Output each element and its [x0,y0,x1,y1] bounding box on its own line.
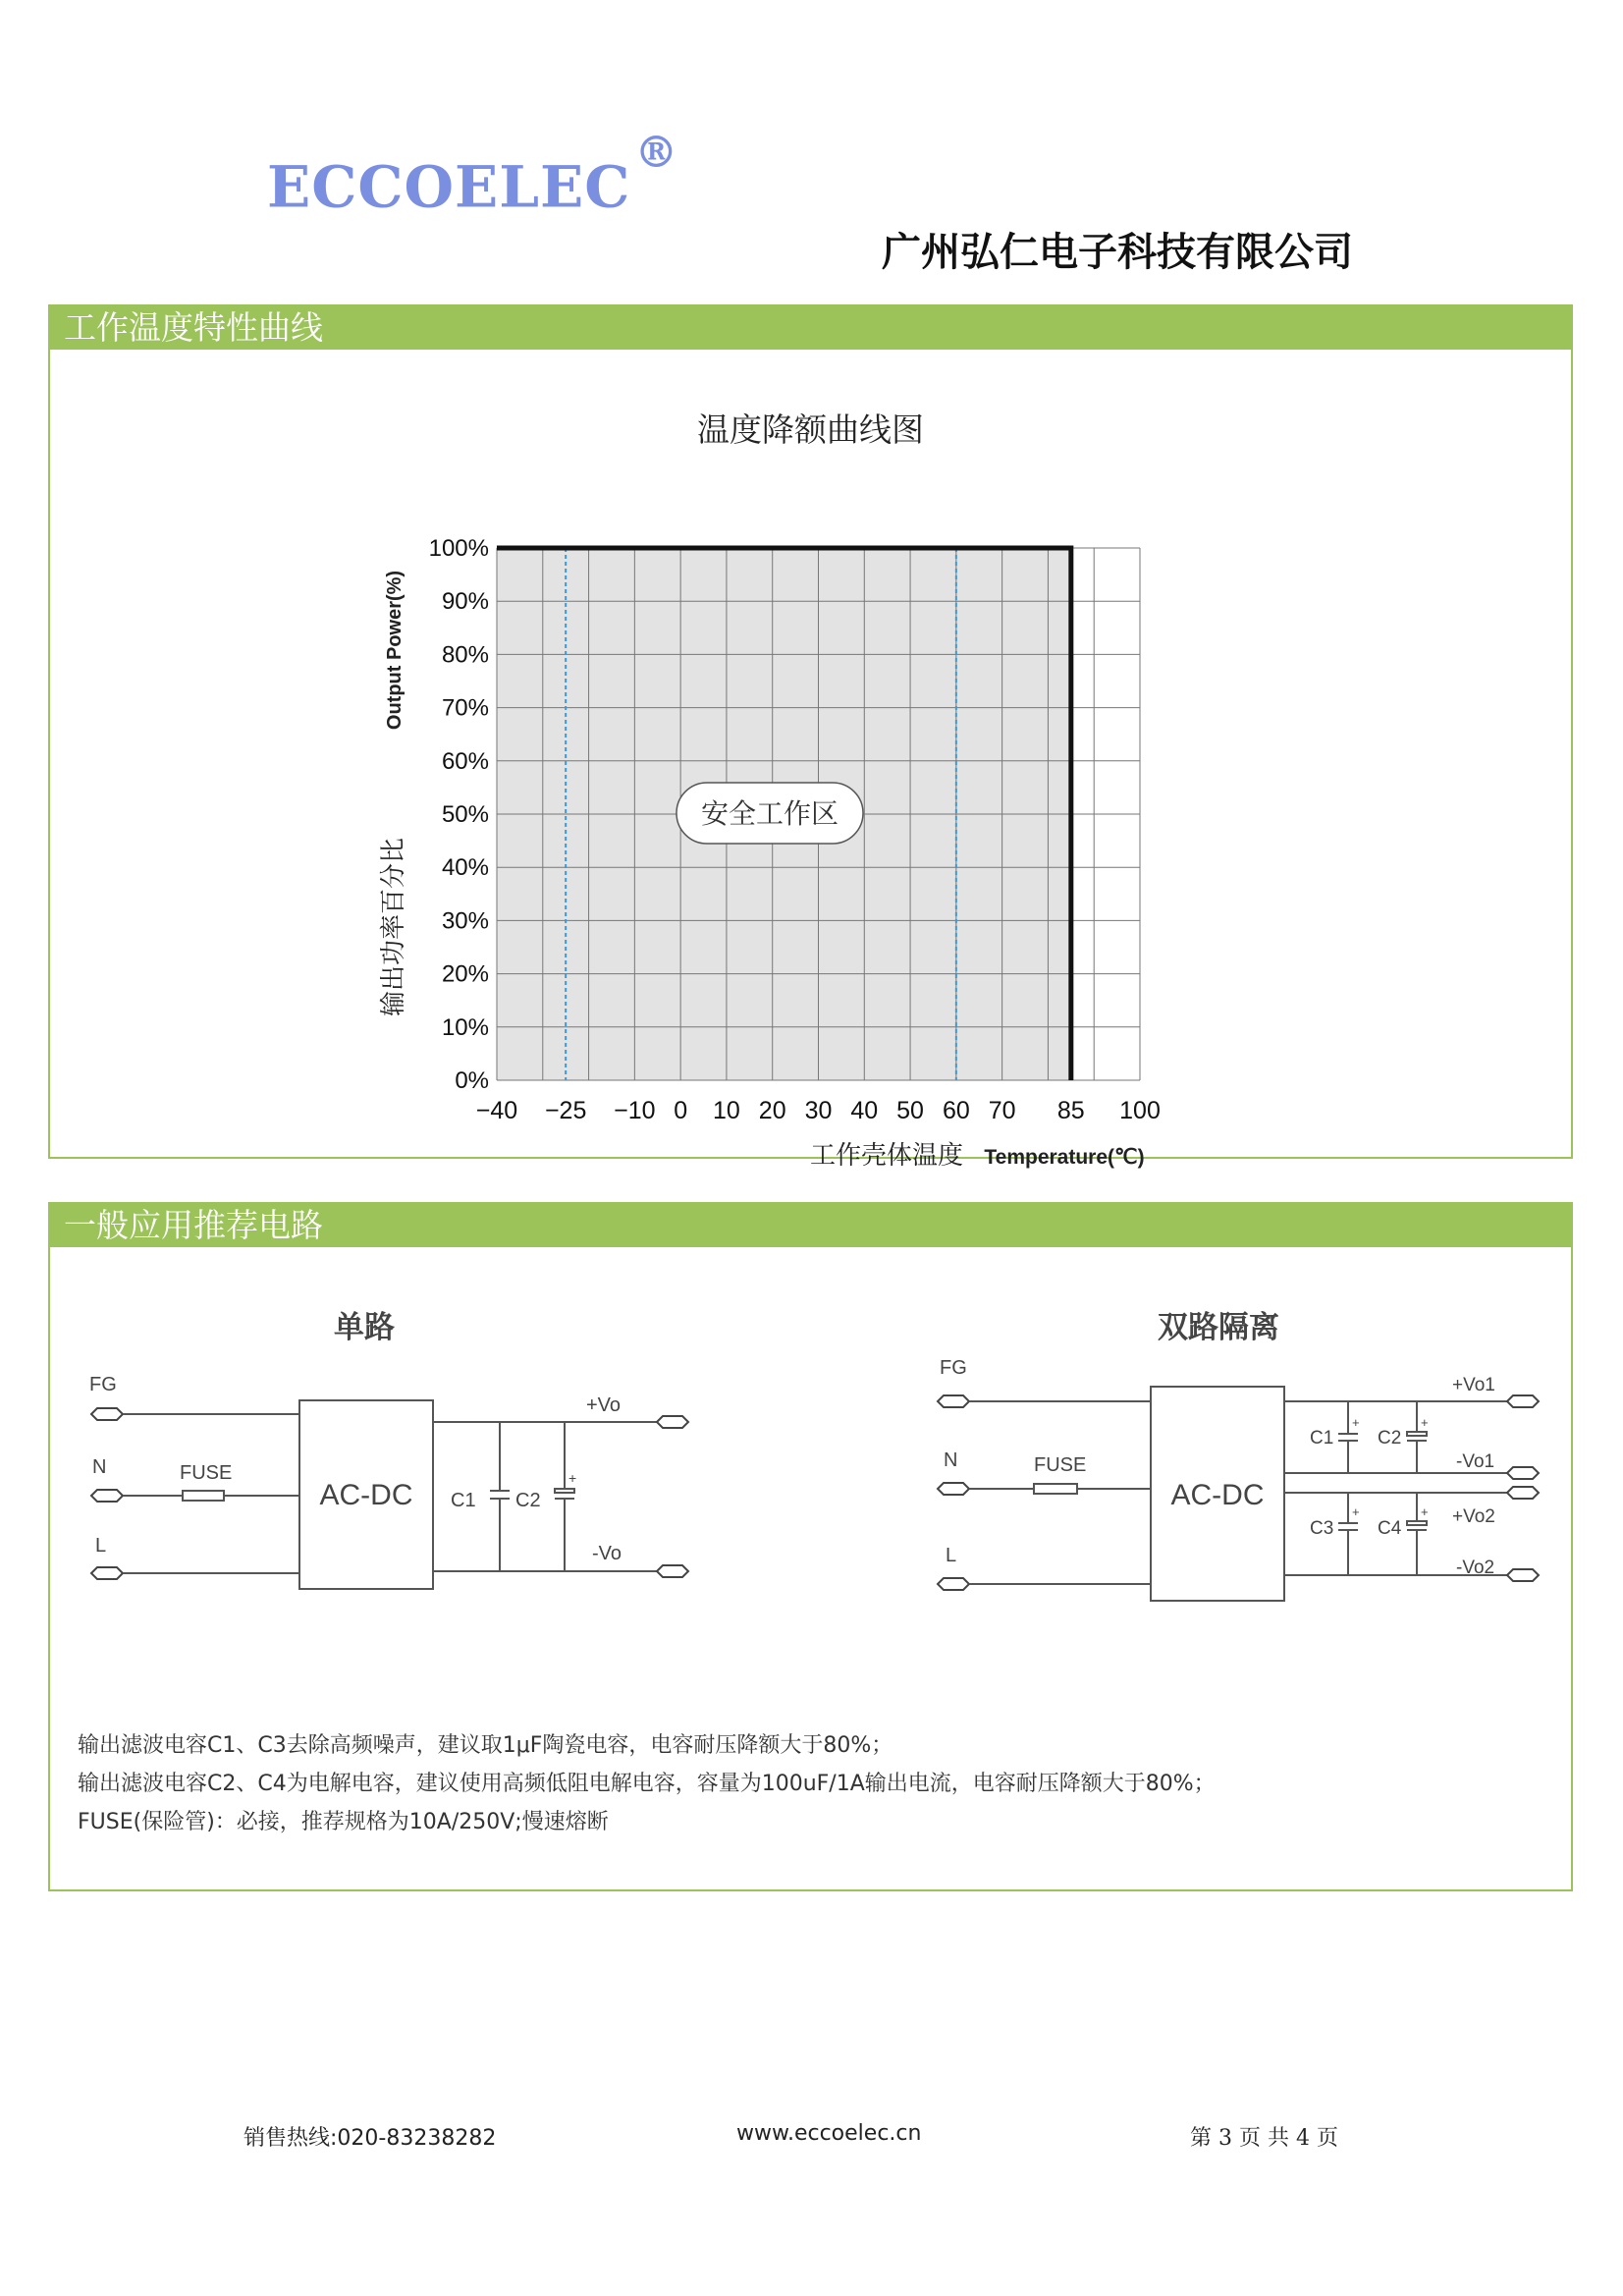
dual-c4-label: C4 [1378,1518,1402,1539]
svg-text:+: + [1352,1415,1360,1430]
y-tick-label: 60% [441,747,489,775]
y-tick-label: 20% [441,960,489,988]
derating-chart [50,350,1571,1171]
safe-zone-label: 安全工作区 [700,797,839,830]
vo-neg-label: -Vo [592,1543,622,1564]
dual-fg-terminal [938,1395,969,1407]
x-axis-label-en: Temperature(℃) [984,1146,1145,1169]
vo1-neg-label: -Vo1 [1456,1451,1495,1472]
dual-c3-label: C3 [1310,1518,1334,1539]
dual-c2-label: C2 [1378,1428,1402,1449]
application-circuit-section [48,1202,1573,1891]
x-tick-label: 50 [896,1097,924,1124]
vo2-neg-label: -Vo2 [1456,1558,1495,1578]
x-tick-label: −25 [544,1097,587,1124]
y-axis-label-cn: 输出功率百分比 [379,837,408,1017]
x-tick-label: 10 [713,1097,740,1124]
y-tick-label: 10% [441,1013,489,1041]
x-tick-label: 20 [758,1097,786,1124]
section-heading-circuit: 一般应用推荐电路 [50,1204,1571,1247]
l-label: L [95,1535,107,1557]
company-name: 广州弘仁电子科技有限公司 [882,230,1353,275]
y-tick-label: 0% [455,1067,489,1094]
l-terminal [91,1567,123,1579]
vo-pos-label: +Vo [586,1394,622,1416]
svg-text:+: + [1421,1415,1429,1430]
y-tick-label: 100% [428,535,489,562]
chart-title: 温度降额曲线图 [697,410,924,449]
svg-text:+: + [1421,1504,1429,1519]
single-output-circuit [89,1310,688,1589]
svg-text:+: + [1352,1504,1360,1519]
dual-c1-label: C1 [1310,1428,1334,1449]
dual-fg-label: FG [940,1357,967,1379]
dual-n-terminal [938,1483,969,1495]
x-tick-label: 60 [942,1097,970,1124]
dual-l-label: L [946,1545,957,1566]
vo2-pos-label: +Vo2 [1452,1506,1495,1527]
x-tick-label: 70 [988,1097,1016,1124]
x-tick-label: −40 [475,1097,518,1124]
y-axis-label-en: Output Power(%) [384,570,406,731]
vo1-neg-terminal [1507,1467,1539,1479]
svg-text:+: + [568,1470,577,1486]
registered-mark: ® [634,128,679,178]
vo2-pos-terminal [1507,1487,1539,1499]
logo-text: ECCOELEC [267,153,631,221]
fg-label: FG [89,1374,117,1395]
footer-page-info: 第 3 页 共 4 页 [1190,2126,1338,2151]
note-line-2: 输出滤波电容C2、C4为电解电容，建议使用高频低阻电解电容，容量为100uF/1A输出电流，电容耐压降额大于80%； [78,1772,1216,1796]
fuse-symbol [183,1491,224,1501]
x-tick-label: −10 [614,1097,656,1124]
section-heading-temperature: 工作温度特性曲线 [50,306,1571,350]
chart-x-ticks [476,1097,1161,1124]
y-tick-label: 50% [441,801,489,828]
y-tick-label: 80% [441,641,489,669]
temperature-curve-section [48,304,1573,1171]
x-tick-label: 40 [850,1097,879,1124]
vo1-pos-label: +Vo1 [1452,1375,1495,1395]
fuse-label: FUSE [180,1462,233,1484]
y-tick-label: 40% [441,854,489,882]
chart-y-ticks [429,535,489,1094]
note-line-1: 输出滤波电容C1、C3去除高频噪声，建议取1μF陶瓷电容，电容耐压降额大于80%； [78,1733,893,1758]
y-tick-label: 30% [441,907,489,935]
single-circuit-title: 单路 [334,1310,395,1344]
vo1-pos-terminal [1507,1395,1539,1407]
dual-fuse-symbol [1034,1484,1077,1494]
x-tick-label: 0 [674,1097,688,1124]
dual-l-terminal [938,1578,969,1590]
x-axis-label-cn: 工作壳体温度 [809,1141,964,1171]
dual-output-circuit [938,1310,1539,1601]
x-tick-label: 30 [804,1097,833,1124]
n-label: N [92,1456,107,1478]
circuit-diagrams [50,1247,1571,1660]
dual-acdc-label: AC-DC [1170,1479,1265,1511]
fg-terminal [91,1408,123,1420]
vo2-neg-terminal [1507,1569,1539,1581]
c2-label: C2 [515,1490,541,1511]
footer-website[interactable]: www.eccoelec.cn [736,2121,922,2146]
acdc-label: AC-DC [319,1479,413,1511]
dual-fuse-label: FUSE [1034,1454,1087,1476]
dual-n-label: N [944,1449,958,1471]
y-tick-label: 90% [441,588,489,616]
company-logo [267,128,679,221]
vo-pos-terminal [657,1416,688,1428]
dual-circuit-title: 双路隔离 [1158,1310,1279,1344]
x-tick-label: 85 [1056,1097,1085,1124]
vo-neg-terminal [657,1565,688,1577]
x-tick-label: 100 [1119,1097,1161,1124]
footer-hotline: 销售热线:020-83238282 [243,2126,497,2151]
c1-label: C1 [451,1490,476,1511]
y-tick-label: 70% [441,694,489,722]
note-line-3: FUSE(保险管)：必接，推荐规格为10A/250V;慢速熔断 [78,1810,609,1834]
n-terminal [91,1490,123,1502]
